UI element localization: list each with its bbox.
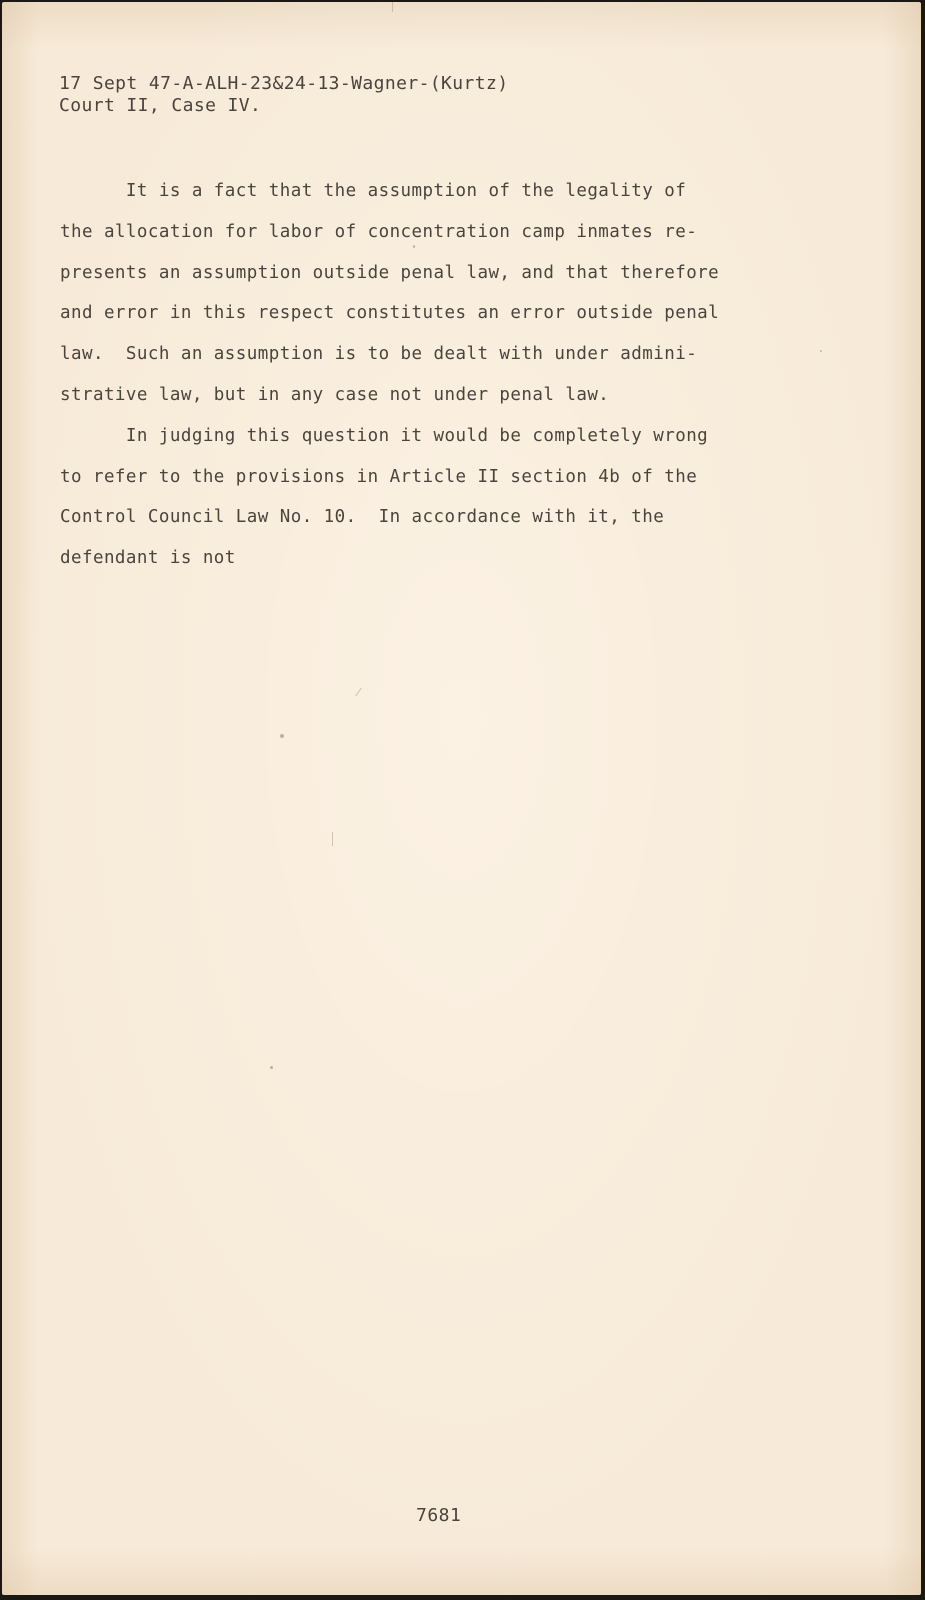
body-line: and error in this respect constitutes an error outside penal (60, 303, 720, 324)
body-line: to refer to the provisions in Article II section 4b of the (60, 466, 698, 487)
paper-mark (820, 350, 822, 352)
paper-speck (280, 734, 284, 738)
paper-mark (355, 688, 362, 697)
body-line: law. Such an assumption is to be dealt with under admini- (60, 344, 698, 365)
paper-speck (413, 245, 415, 248)
body-line: defendant is not (60, 548, 236, 569)
document-header (59, 73, 508, 117)
body-line: strative law, but in any case not under penal law. (60, 384, 610, 405)
paper-mark (392, 2, 393, 12)
paper-mark (332, 832, 333, 846)
body-line: the allocation for labor of concentration camp inmates re- (60, 221, 698, 242)
body-line: In judging this question it would be completely wrong (60, 425, 709, 446)
body-line: Control Council Law No. 10. In accordance with it, the (60, 507, 665, 528)
body-line: It is a fact that the assumption of the legality of (60, 181, 687, 201)
paper-speck (270, 1066, 273, 1069)
header-reference-line: 17 Sept 47-A-ALH-23&24-13-Wagner-(Kurtz) (59, 73, 509, 94)
body-line: presents an assumption outside penal law, and that therefore (60, 262, 720, 283)
page-number: 7681 (416, 1505, 462, 1526)
header-court-line: Court II, Case IV. (59, 95, 262, 116)
document-body (60, 171, 860, 579)
document-page (2, 2, 921, 1595)
